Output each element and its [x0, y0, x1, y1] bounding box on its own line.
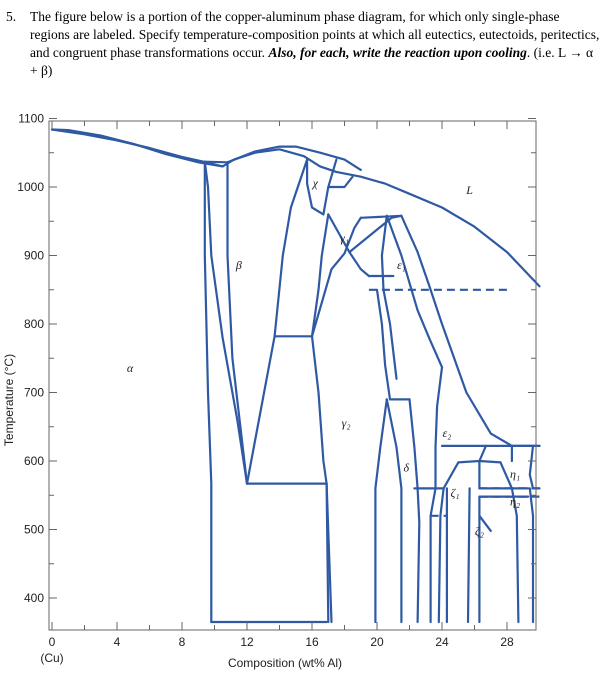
- y-tick-label-700: 700: [23, 385, 44, 400]
- phase-label-1: β: [235, 258, 242, 273]
- x-tick-label-16: 16: [305, 635, 319, 649]
- x-tick-label-12: 12: [240, 635, 254, 649]
- phase-boundary-27: [375, 399, 386, 622]
- y-tick-label-500: 500: [23, 522, 44, 537]
- question-number: 5.: [6, 9, 17, 24]
- y-tick-label-1000: 1000: [17, 180, 44, 194]
- phase-boundary-4: [205, 162, 228, 163]
- phase-boundary-25: [387, 216, 442, 367]
- x-tick-label-20: 20: [370, 635, 384, 649]
- question-prompt: The figure below is a portion of the copper-aluminum phase diagram, for which only single-phase regions are labeled. Specify temperature-composition points at which all eutectics, eutectoids, peritectics, and congruent phase transformations occur.: [30, 9, 600, 60]
- phase-label-11: η₂: [510, 494, 521, 509]
- x-tick-label-28: 28: [500, 635, 514, 649]
- x-axis-title: Composition (wt% Al): [227, 656, 343, 670]
- phase-label-5: ε₁: [396, 258, 406, 273]
- phase-label-8: ζ₁: [450, 485, 460, 500]
- phase-boundaries: [52, 130, 540, 623]
- phase-label-7: δ: [403, 460, 410, 475]
- x-tick-label-0: 0: [48, 635, 56, 649]
- phase-label-0: α: [126, 360, 134, 375]
- y-tick-label-900: 900: [23, 248, 44, 263]
- question-block: [6, 8, 602, 80]
- x-tick-label-8: 8: [178, 635, 186, 649]
- phase-boundary-8: [247, 336, 275, 483]
- phase-boundary-23: [401, 216, 539, 446]
- phase-boundary-40: [530, 446, 533, 489]
- phase-boundary-36: [501, 462, 519, 622]
- axis-ticks: [17, 112, 536, 650]
- x-tick-label-4: 4: [113, 635, 121, 649]
- phase-boundary-48: [468, 488, 470, 622]
- phase-boundary-6: [228, 162, 248, 483]
- phase-boundary-38: [479, 446, 486, 461]
- y-axis-title: Temperature (°C): [2, 353, 16, 447]
- phase-boundary-41: [530, 488, 533, 515]
- y-tick-label-1100: 1100: [18, 111, 44, 126]
- question-example: . (i.e. L → α + β): [30, 45, 594, 78]
- phase-boundary-34: [444, 461, 501, 488]
- x-origin-sublabel: (Cu): [40, 651, 64, 665]
- y-tick-label-400: 400: [23, 591, 44, 605]
- phase-label-10: η₁: [510, 467, 521, 482]
- phase-label-6: ε₂: [442, 426, 452, 440]
- phase-boundary-13: [312, 214, 328, 336]
- y-tick-label-800: 800: [23, 317, 44, 331]
- y-tick-label-600: 600: [23, 454, 44, 468]
- question-text: [30, 8, 602, 80]
- question-emphasis: Also, for each, write the reaction upon cooling: [268, 45, 527, 60]
- phase-boundary-1: [52, 130, 223, 167]
- phase-boundary-30: [410, 399, 420, 622]
- plot-frame: [49, 121, 536, 630]
- phase-boundary-28: [387, 399, 402, 622]
- x-tick-label-24: 24: [435, 635, 449, 649]
- phase-label-2: χ: [312, 176, 318, 190]
- phase-label-4: γ₂: [341, 415, 351, 430]
- phase-boundary-26: [377, 290, 390, 400]
- phase-label-9: ζ₂: [474, 524, 484, 538]
- phase-boundary-15: [312, 336, 328, 622]
- phase-boundary-33: [439, 488, 444, 622]
- phase-diagram: [0, 100, 611, 700]
- phase-boundary-9: [275, 160, 308, 337]
- phase-label-3: γ₁: [340, 230, 349, 245]
- phase-label-12: L: [466, 182, 473, 197]
- phase-boundary-7: [228, 147, 361, 170]
